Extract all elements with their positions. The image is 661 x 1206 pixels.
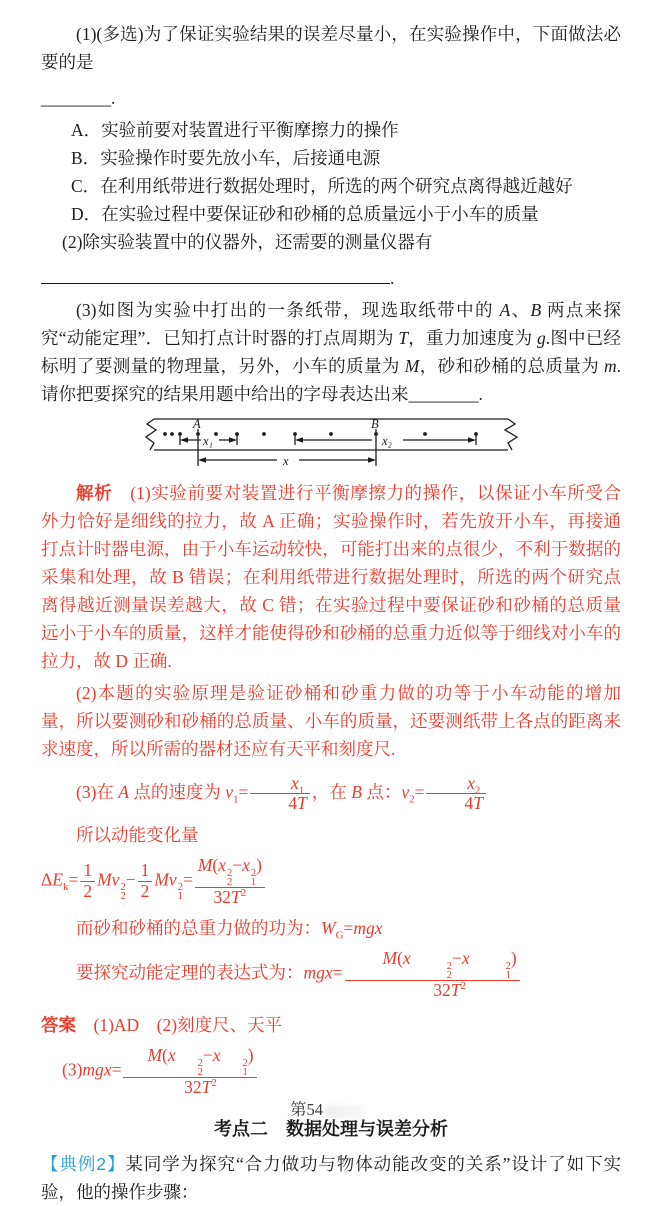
example-2-tag: 【典例2】	[41, 1154, 126, 1175]
page-number: 第54	[290, 1100, 323, 1119]
option-b	[71, 144, 621, 172]
tape-label-B: B	[370, 417, 379, 431]
analysis-paragraph-6: 要探究动能定理的表达式为：mgx= M(x 2 2 −x 2 1 ) $32T^2$	[41, 942, 621, 1007]
answer-line	[41, 1011, 621, 1039]
example-2-paragraph	[41, 1150, 621, 1206]
answer-formula-3: (3)mgx= M(x 2 2 −x 2 1 ) $32T^2$	[41, 1039, 621, 1104]
answer-text: (1)AD (2)刻度尺、天平	[93, 1015, 283, 1035]
analysis-p1-text: (1)实验前要对装置进行平衡摩擦力的操作，以保证小车所受合外力恰好是细线的拉力，故 A 正确；实验操作时，若先放开小车，再接通打点计时器电源，由于小车运动较快，可能打出来的点很少，不利于数据的采集和处理，故 B 错误；在利用纸带进行数据处理时，所选的两个研究点离得越近测量误差越大，故 C 错；在实验过程中要保证砂和砂桶的总质量远小于小车的质量，这样才能使得砂和砂桶的总重力近似等于细线对小车的拉力，故 D 正确.	[41, 483, 622, 671]
question-1-blank: ________.	[41, 88, 116, 108]
analysis-paragraph-1	[41, 479, 621, 675]
section-heading-kaodian-2: 考点二 数据处理与误差分析	[214, 1119, 448, 1140]
option-c-text: 在利用纸带进行数据处理时，所选的两个研究点离得越近越好	[100, 176, 573, 196]
paper-tape-figure	[41, 414, 621, 477]
analysis-paragraph-5: 而砂和砂桶的总重力做的功为：$W_G=mgx$	[76, 917, 383, 942]
tape-label-x1: x₁	[202, 434, 213, 448]
analysis-label: 解析	[76, 483, 113, 503]
paper-tape-diagram	[139, 414, 524, 472]
question-2-period: .	[390, 268, 395, 288]
tape-label-A: A	[192, 417, 201, 431]
page-footer	[0, 1096, 661, 1120]
options-list	[41, 116, 621, 228]
answer-label: 答案	[41, 1015, 76, 1035]
option-a	[71, 116, 621, 144]
option-d-label: D．	[71, 204, 102, 224]
example-2-text: 某同学为探究“合力做功与物体动能改变的关系”设计了如下实验，他的操作步骤：	[41, 1154, 621, 1203]
option-c	[71, 172, 621, 200]
tape-label-x: x	[282, 454, 289, 468]
formula-delta-ek: $\Delta E_k=$ $\frac{1}{2}$ Mv 2 2 − $\frac{1}{2}$ Mv 2 1 = M(x 2 2 −x 2 1 ) $32T^2$	[41, 849, 621, 914]
tape-label-x2: x₂	[381, 434, 392, 448]
faded-text-smudge	[325, 1105, 371, 1118]
tape-torn-edge-left	[146, 419, 156, 450]
option-d-text: 在实验过程中要保证砂和砂桶的总质量远小于小车的质量	[101, 204, 539, 224]
question-2-blank-row	[41, 264, 621, 292]
option-b-text: 实验操作时要先放小车，后接通电源	[100, 148, 381, 168]
option-a-text: 实验前要对装置进行平衡摩擦力的操作	[101, 120, 399, 140]
tape-torn-edge-right	[505, 419, 517, 450]
question-1-stem: (1)(多选)为了保证实验结果的误差尽量小，在实验操作中，下面做法必要的是	[41, 24, 621, 72]
question-3-stem: (3)如图为实验中打出的一条纸带，现选取纸带中的 A、B 两点来探究“动能定理”．已知打点计时器的打点周期为 T，重力加速度为 g.图中已经标明了要测量的物理量，另外，小车的质量为 M，砂和砂桶的总质量为 m.请你把要探究的结果用题中给出的字母表达出来________.	[41, 300, 622, 404]
analysis-paragraph-4: 所以动能变化量	[76, 824, 199, 845]
question-2-stem: (2)除实验装置中的仪器外，还需要的测量仪器有	[62, 232, 433, 252]
answer-blank-line	[41, 269, 390, 284]
analysis-paragraph-3: (3)在 A 点的速度为 $v_1=$ $\frac{x_1}{4T}$ ，在 B 点：$v_2=$ $\frac{x_2}{4T}$	[41, 767, 621, 821]
analysis-paragraph-2: (2)本题的实验原理是验证砂桶和砂重力做的功等于小车动能的增加量，所以要测砂和砂桶的总质量、小车的质量，还要测纸带上各点的距离来求速度，所以所需的器材还应有天平和刻度尺.	[41, 683, 621, 759]
option-c-label: C．	[71, 176, 101, 196]
option-d	[71, 200, 621, 228]
option-a-label: A．	[71, 120, 102, 140]
option-b-label: B．	[71, 148, 101, 168]
